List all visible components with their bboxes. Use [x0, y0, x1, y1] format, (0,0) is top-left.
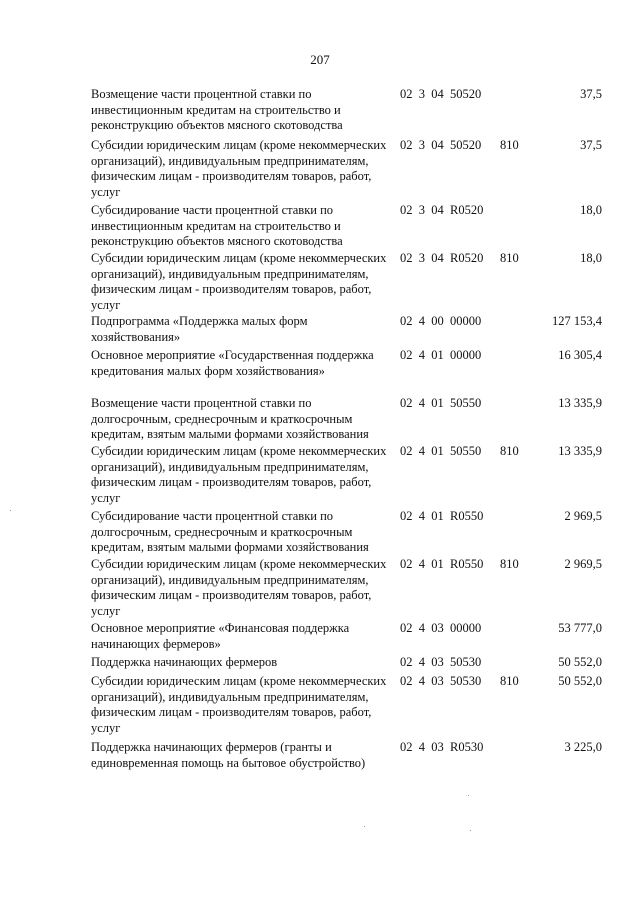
row-amount: 53 777,0: [558, 621, 602, 635]
row-vr: 810: [500, 444, 519, 458]
row-code: 02 4 00 00000: [400, 314, 482, 328]
row-name: Субсидии юридическим лицам (кроме некоммерческих организаций), индивидуальным предпринимателям, физическим лицам - производителям товаров, работ, услуг: [91, 251, 387, 312]
row-code: 02 4 01 00000: [400, 348, 482, 362]
row-name: Поддержка начинающих фермеров: [91, 655, 278, 669]
row-vr: 810: [500, 557, 519, 571]
row-amount: 3 225,0: [564, 740, 602, 754]
row-code: 02 3 04 R0520: [400, 203, 484, 217]
row-code: 02 4 03 R0530: [400, 740, 484, 754]
row-name: Возмещение части процентной ставки по инвестиционным кредитам на строительство и реконструкцию объектов мясного скотоводства: [91, 87, 343, 132]
row-vr: 810: [500, 674, 519, 688]
row-code: 02 3 04 50520: [400, 87, 482, 101]
row-amount: 18,0: [580, 251, 602, 265]
row-amount: 50 552,0: [558, 655, 602, 669]
row-vr: 810: [500, 251, 519, 265]
row-code: 02 3 04 R0520: [400, 251, 484, 265]
row-amount: 16 305,4: [558, 348, 602, 362]
row-amount: 2 969,5: [564, 509, 602, 523]
row-amount: 37,5: [580, 138, 602, 152]
row-code: 02 4 01 R0550: [400, 509, 484, 523]
row-name: Субсидирование части процентной ставки по долгосрочным, среднесрочным и краткосрочным кредитам, взятым малыми формами хозяйствования: [91, 509, 369, 554]
scan-speck: [468, 795, 469, 796]
row-name: Основное мероприятие «Финансовая поддержка начинающих фермеров»: [91, 621, 350, 651]
scan-speck: [470, 830, 471, 831]
scan-speck: [10, 510, 11, 511]
row-name: Подпрограмма «Поддержка малых форм хозяйствования»: [91, 314, 308, 344]
row-amount: 2 969,5: [564, 557, 602, 571]
scan-speck: [364, 826, 365, 827]
row-code: 02 3 04 50520: [400, 138, 482, 152]
row-vr: 810: [500, 138, 519, 152]
row-code: 02 4 03 50530: [400, 674, 482, 688]
row-code: 02 4 03 00000: [400, 621, 482, 635]
row-code: 02 4 01 50550: [400, 444, 482, 458]
row-name: Субсидии юридическим лицам (кроме некоммерческих организаций), индивидуальным предпринимателям, физическим лицам - производителям товаров, работ, услуг: [91, 674, 387, 735]
row-name: Субсидии юридическим лицам (кроме некоммерческих организаций), индивидуальным предпринимателям, физическим лицам - производителям товаров, работ, услуг: [91, 444, 387, 505]
row-name: Субсидии юридическим лицам (кроме некоммерческих организаций), индивидуальным предпринимателям, физическим лицам - производителям товаров, работ, услуг: [91, 138, 387, 199]
row-name: Поддержка начинающих фермеров (гранты и единовременная помощь на бытовое обустройство): [91, 740, 366, 770]
row-amount: 13 335,9: [558, 396, 602, 410]
row-code: 02 4 03 50530: [400, 655, 482, 669]
row-amount: 127 153,4: [552, 314, 602, 328]
row-name: Субсидирование части процентной ставки по инвестиционным кредитам на строительство и реконструкцию объектов мясного скотоводства: [91, 203, 343, 248]
row-code: 02 4 01 R0550: [400, 557, 484, 571]
row-name: Основное мероприятие «Государственная поддержка кредитования малых форм хозяйствования»: [91, 348, 374, 378]
row-amount: 50 552,0: [558, 674, 602, 688]
row-name: Возмещение части процентной ставки по долгосрочным, среднесрочным и краткосрочным кредитам, взятым малыми формами хозяйствования: [91, 396, 369, 441]
row-amount: 13 335,9: [558, 444, 602, 458]
row-code: 02 4 01 50550: [400, 396, 482, 410]
row-amount: 37,5: [580, 87, 602, 101]
row-amount: 18,0: [580, 203, 602, 217]
page-number: 207: [310, 52, 330, 67]
row-name: Субсидии юридическим лицам (кроме некоммерческих организаций), индивидуальным предпринимателям, физическим лицам - производителям товаров, работ, услуг: [91, 557, 387, 618]
